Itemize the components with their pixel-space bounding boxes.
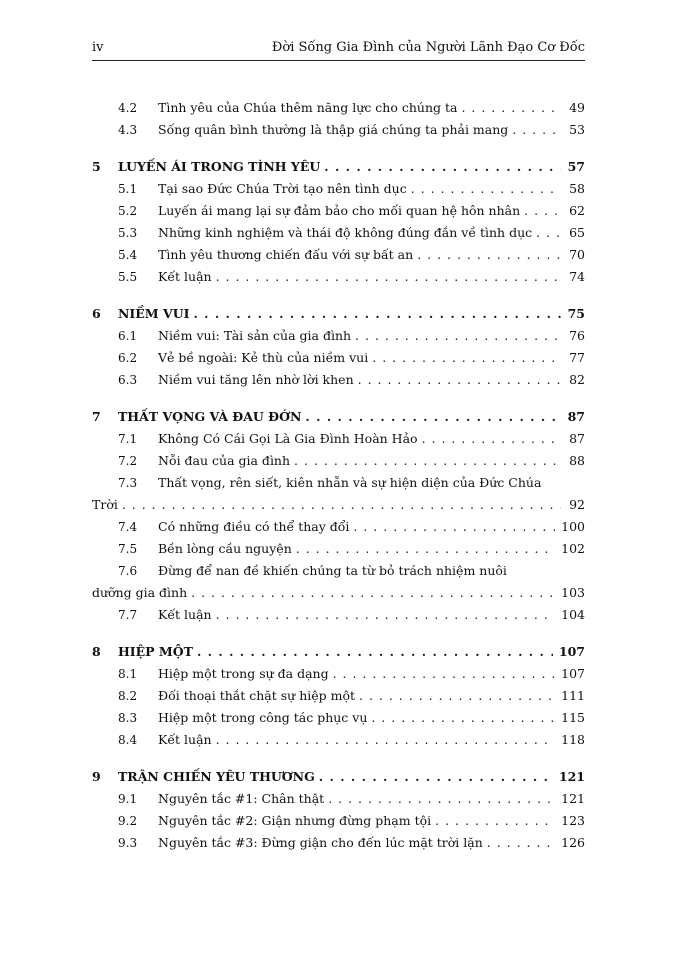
section-number: 5.1 bbox=[118, 182, 138, 196]
page-number: 92 bbox=[569, 497, 585, 512]
section-number: 6.2 bbox=[118, 351, 138, 365]
section-number: 8.1 bbox=[118, 667, 138, 681]
section-number: 7.4 bbox=[118, 520, 138, 534]
section-title: Thất vọng, rên siết, kiên nhẫn và sự hiện diện của Đức Chúa bbox=[158, 475, 542, 490]
section-number: 7.7 bbox=[118, 608, 138, 622]
section-title: Kết luận bbox=[158, 269, 212, 284]
toc-entry bbox=[92, 424, 585, 446]
toc-entry bbox=[92, 115, 585, 137]
section-title: Kết luận bbox=[158, 607, 212, 622]
dot-leader bbox=[487, 835, 555, 850]
section-title: Tại sao Đức Chúa Trời tạo nên tình dục bbox=[158, 181, 407, 196]
section-number: 7.6 bbox=[118, 564, 138, 578]
toc-entry bbox=[92, 600, 585, 622]
section-number: 5.3 bbox=[118, 226, 138, 240]
dot-leader bbox=[411, 181, 561, 196]
chapter-entry bbox=[92, 299, 585, 321]
toc-entry bbox=[92, 659, 585, 681]
dot-leader bbox=[122, 497, 561, 512]
table-of-contents bbox=[92, 93, 585, 850]
section-number: 7.5 bbox=[118, 542, 138, 556]
toc-entry bbox=[92, 828, 585, 850]
toc-entry bbox=[92, 681, 585, 703]
toc-entry bbox=[92, 806, 585, 828]
page-number: 121 bbox=[558, 769, 585, 784]
section-number: 5.5 bbox=[118, 270, 138, 284]
section-number: 4.3 bbox=[118, 123, 138, 137]
toc-entry bbox=[92, 262, 585, 284]
dot-leader bbox=[197, 644, 553, 659]
chapter-number: 6 bbox=[92, 306, 101, 321]
dot-leader bbox=[324, 159, 561, 174]
section-title: Không Có Cái Gọi Là Gia Đình Hoàn Hảo bbox=[158, 431, 418, 446]
section-title: Nỗi đau của gia đình bbox=[158, 453, 291, 468]
section-title: Hiệp một trong sự đa dạng bbox=[158, 666, 329, 681]
dot-leader bbox=[524, 203, 561, 218]
dot-leader bbox=[372, 350, 561, 365]
toc-entry bbox=[92, 240, 585, 262]
page-number: 103 bbox=[561, 585, 585, 600]
dot-leader bbox=[417, 247, 561, 262]
dot-leader bbox=[371, 710, 555, 725]
chapter-entry bbox=[92, 637, 585, 659]
toc-entry bbox=[92, 534, 585, 556]
page-number: 53 bbox=[569, 122, 585, 137]
page-number: 88 bbox=[569, 453, 585, 468]
chapter-entry bbox=[92, 402, 585, 424]
section-number: 5.2 bbox=[118, 204, 138, 218]
section-number: 9.3 bbox=[118, 836, 138, 850]
dot-leader bbox=[294, 453, 561, 468]
section-title: Bền lòng cầu nguyện bbox=[158, 541, 292, 556]
dot-leader bbox=[435, 813, 555, 828]
dot-leader bbox=[191, 585, 555, 600]
dot-leader bbox=[333, 666, 556, 681]
chapter-number: 5 bbox=[92, 159, 101, 174]
section-number: 8.4 bbox=[118, 733, 138, 747]
chapter-number: 9 bbox=[92, 769, 101, 784]
toc-entry bbox=[92, 784, 585, 806]
toc-entry bbox=[92, 468, 585, 490]
page-number: 76 bbox=[569, 328, 585, 343]
section-number: 8.3 bbox=[118, 711, 138, 725]
dot-leader bbox=[353, 519, 555, 534]
dot-leader bbox=[461, 100, 561, 115]
page-number: 121 bbox=[561, 791, 585, 806]
chapter-title: HIỆP MỘT bbox=[118, 644, 193, 659]
section-number: 9.1 bbox=[118, 792, 138, 806]
toc-entry bbox=[92, 174, 585, 196]
section-title-continuation: Trời bbox=[92, 497, 118, 512]
page-number: 82 bbox=[569, 372, 585, 387]
chapter-title: TRẬN CHIẾN YÊU THƯƠNG bbox=[118, 769, 315, 784]
section-title: Luyến ái mang lại sự đảm bảo cho mối quan hệ hôn nhân bbox=[158, 203, 521, 218]
section-title: Nguyên tắc #1: Chân thật bbox=[158, 791, 325, 806]
dot-leader bbox=[359, 688, 555, 703]
running-header-title: Đời Sống Gia Đình của Người Lãnh Đạo Cơ Đốc bbox=[271, 40, 585, 55]
section-title: Hiệp một trong công tác phục vụ bbox=[158, 710, 368, 725]
section-title: Niềm vui tăng lên nhờ lời khen bbox=[158, 372, 354, 387]
dot-leader bbox=[305, 409, 561, 424]
section-title: Tình yêu của Chúa thêm năng lực cho chúng ta bbox=[158, 100, 458, 115]
dot-leader bbox=[328, 791, 555, 806]
page-number: 87 bbox=[567, 409, 585, 424]
section-number: 6.3 bbox=[118, 373, 138, 387]
dot-leader bbox=[216, 269, 561, 284]
dot-leader bbox=[193, 306, 561, 321]
page-number: 104 bbox=[561, 607, 585, 622]
section-title: Tình yêu thương chiến đấu với sự bất an bbox=[158, 247, 414, 262]
section-number: 6.1 bbox=[118, 329, 138, 343]
page-number: 77 bbox=[569, 350, 585, 365]
page-number: 115 bbox=[561, 710, 585, 725]
page-number: 58 bbox=[569, 181, 585, 196]
chapter-entry bbox=[92, 762, 585, 784]
toc-entry-continuation bbox=[92, 490, 585, 512]
toc-entry bbox=[92, 196, 585, 218]
page-number: 57 bbox=[567, 159, 585, 174]
toc-entry bbox=[92, 703, 585, 725]
chapter-number: 8 bbox=[92, 644, 101, 659]
toc-entry bbox=[92, 218, 585, 240]
page-number: 107 bbox=[561, 666, 585, 681]
page-number: 75 bbox=[567, 306, 585, 321]
toc-entry bbox=[92, 556, 585, 578]
dot-leader bbox=[296, 541, 555, 556]
section-title: Nguyên tắc #3: Đừng giận cho đến lúc mặt trời lặn bbox=[158, 835, 483, 850]
page-number: 123 bbox=[561, 813, 585, 828]
section-number: 7.3 bbox=[118, 476, 138, 490]
dot-leader bbox=[422, 431, 561, 446]
dot-leader bbox=[216, 732, 556, 747]
page-number: 70 bbox=[569, 247, 585, 262]
section-title: Kết luận bbox=[158, 732, 212, 747]
section-number: 4.2 bbox=[118, 101, 138, 115]
chapter-title: LUYẾN ÁI TRONG TÌNH YÊU bbox=[118, 159, 321, 174]
section-title: Sống quân bình thường là thập giá chúng ta phải mang bbox=[158, 122, 509, 137]
toc-entry bbox=[92, 365, 585, 387]
toc-entry bbox=[92, 321, 585, 343]
chapter-entry bbox=[92, 152, 585, 174]
chapter-title: THẤT VỌNG VÀ ĐAU ĐỚN bbox=[118, 409, 302, 424]
page-number: 102 bbox=[561, 541, 585, 556]
page-number: 126 bbox=[561, 835, 585, 850]
section-title: Vẻ bề ngoài: Kẻ thù của niềm vui bbox=[158, 350, 369, 365]
page-number: 62 bbox=[569, 203, 585, 218]
toc-entry bbox=[92, 343, 585, 365]
page-number: 65 bbox=[569, 225, 585, 240]
section-title: Nguyên tắc #2: Giận nhưng đừng phạm tội bbox=[158, 813, 432, 828]
toc-entry bbox=[92, 446, 585, 468]
dot-leader bbox=[536, 225, 561, 240]
section-number: 7.1 bbox=[118, 432, 138, 446]
page-number: 107 bbox=[558, 644, 585, 659]
page-number: 118 bbox=[561, 732, 585, 747]
page-number-label: iv bbox=[92, 40, 104, 55]
page-number: 49 bbox=[569, 100, 585, 115]
section-title-continuation: dưỡng gia đình bbox=[92, 585, 188, 600]
section-title: Những kinh nghiệm và thái độ không đúng đắn về tình dục bbox=[158, 225, 533, 240]
dot-leader bbox=[319, 769, 553, 784]
toc-entry bbox=[92, 512, 585, 534]
page-number: 74 bbox=[569, 269, 585, 284]
section-title: Có những điều có thể thay đổi bbox=[158, 519, 350, 534]
toc-entry bbox=[92, 725, 585, 747]
chapter-number: 7 bbox=[92, 409, 101, 424]
section-title: Đừng để nan đề khiến chúng ta từ bỏ trách nhiệm nuôi bbox=[158, 563, 507, 578]
dot-leader bbox=[216, 607, 556, 622]
page-number: 100 bbox=[561, 519, 585, 534]
page-number: 111 bbox=[561, 688, 585, 703]
section-title: Niềm vui: Tài sản của gia đình bbox=[158, 328, 352, 343]
chapter-title: NIỀM VUI bbox=[118, 306, 190, 321]
section-title: Đối thoại thắt chặt sự hiệp một bbox=[158, 688, 356, 703]
section-number: 8.2 bbox=[118, 689, 138, 703]
dot-leader bbox=[355, 328, 561, 343]
page-number: 87 bbox=[569, 431, 585, 446]
section-number: 9.2 bbox=[118, 814, 138, 828]
toc-entry bbox=[92, 93, 585, 115]
toc-entry-continuation bbox=[92, 578, 585, 600]
section-number: 5.4 bbox=[118, 248, 138, 262]
dot-leader bbox=[358, 372, 561, 387]
section-number: 7.2 bbox=[118, 454, 138, 468]
header-rule bbox=[92, 60, 585, 61]
dot-leader bbox=[512, 122, 561, 137]
